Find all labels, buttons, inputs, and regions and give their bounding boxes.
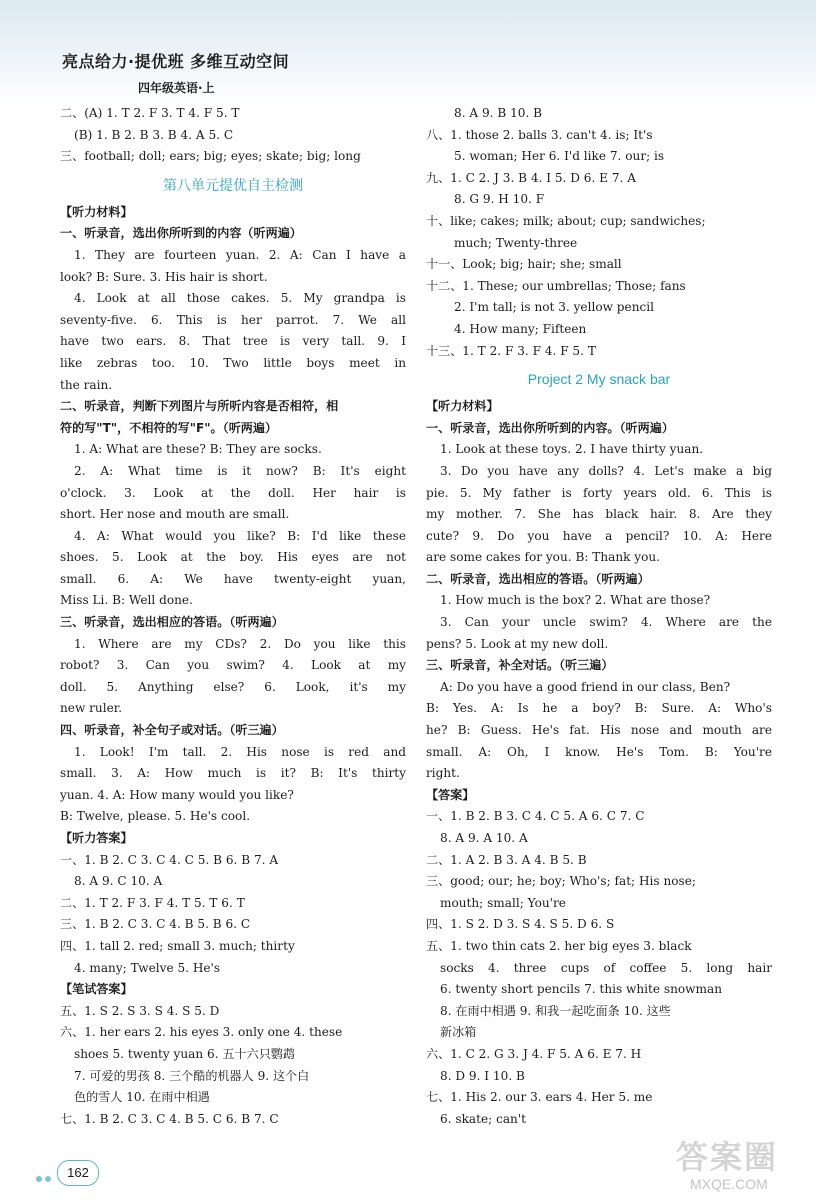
text-line: shoes. 5. Look at the boy. His eyes are not (60, 550, 406, 565)
text-line: 7. 可爱的男孩 8. 三个酷的机器人 9. 这个白 (74, 1068, 310, 1083)
text-line: 四、1. S 2. D 3. S 4. S 5. D 6. S (426, 917, 615, 932)
text-line: mouth; small; You're (440, 895, 566, 910)
watermark-logo (676, 1138, 811, 1196)
page-title: 亮点给力·提优班 多维互动空间 (62, 52, 290, 71)
text-line: 1. Look! I'm tall. 2. His nose is red and (74, 744, 406, 759)
text-line: 3. Do you have any dolls? 4. Let's make a big (440, 463, 772, 478)
text-line: 十、like; cakes; milk; about; cup; sandwiches; (426, 213, 706, 228)
text-line: B: Yes. A: Is he a boy? B: Sure. A: Who's (426, 701, 772, 716)
text-line: 8. G 9. H 10. F (454, 192, 545, 207)
right-column (426, 103, 772, 1130)
text-line: 4. many; Twelve 5. He's (74, 960, 221, 975)
text-line: 8. 在雨中相遇 9. 和我一起吃面条 10. 这些 (440, 1003, 671, 1018)
text-line: 五、1. two thin cats 2. her big eyes 3. black (426, 938, 692, 953)
text-line: doll. 5. Anything else? 6. Look, it's my (60, 679, 406, 694)
text-line: robot? 3. Can you swim? 4. Look at my (60, 658, 406, 673)
text-line: 4. How many; Fifteen (454, 321, 587, 336)
text-line: 三、football; doll; ears; big; eyes; skate; big; long (60, 149, 361, 164)
text-line: Miss Li. B: Well done. (60, 593, 193, 608)
text-line: B: Twelve, please. 5. He's cool. (60, 809, 251, 824)
text-line: pens? 5. Look at my new doll. (426, 636, 609, 651)
text-line: 2. I'm tall; is not 3. yellow pencil (454, 300, 654, 315)
subsection-label: 【听力材料】 (426, 399, 499, 414)
subsection-label: 【答案】 (426, 787, 475, 802)
text-line: like zebras too. 10. Two little boys meet in (60, 355, 406, 370)
watermark-top: 答案圈 (676, 1138, 779, 1176)
text-line: have two ears. 8. That tree is very tall. 9. I (60, 334, 406, 349)
text-line: 8. A 9. A 10. A (440, 831, 528, 845)
text-line: 五、1. S 2. S 3. S 4. S 5. D (60, 1003, 220, 1018)
text-line: 色的雪人 10. 在雨中相遇 (74, 1090, 210, 1105)
text-line: right. (426, 766, 460, 781)
subsection-label: 一、听录音，选出你所听到的内容（听两遍） (60, 226, 302, 241)
text-line: 一、1. B 2. B 3. C 4. C 5. A 6. C 7. C (426, 809, 645, 824)
text-line: new ruler. (60, 701, 123, 716)
text-line: 1. A: What are these? B: They are socks. (74, 442, 322, 457)
text-line: are some cakes for you. B: Thank you. (426, 550, 661, 565)
text-line: 二、1. T 2. F 3. F 4. T 5. T 6. T (60, 895, 245, 910)
text-line: 5. woman; Her 6. I'd like 7. our; is (454, 149, 665, 164)
text-line: 3. Can your uncle swim? 4. Where are the (440, 615, 772, 630)
text-line: 1. How much is the box? 2. What are those? (440, 593, 711, 608)
text-line: 4. A: What would you like? B: I'd like these (74, 528, 406, 543)
text-line: A: Do you have a good friend in our class, Ben? (440, 679, 731, 694)
subsection-label: 三、听录音，补全对话。（听三遍） (426, 658, 614, 673)
text-line: small. A: Oh, I know. He's Tom. B: You're (426, 744, 772, 759)
text-line: my mother. 7. She has black hair. 8. Are they (426, 507, 772, 522)
text-line: yuan. 4. A: How many would you like? (60, 787, 294, 802)
text-line: look? B: Sure. 3. His hair is short. (60, 269, 268, 284)
text-line: 6. twenty short pencils 7. this white snowman (440, 982, 723, 997)
left-column (60, 103, 406, 1130)
text-line: small. 6. A: We have twenty-eight yuan, (60, 571, 406, 586)
subsection-label: 三、听录音，选出相应的答语。（听两遍） (60, 615, 284, 630)
text-line: 九、1. C 2. J 3. B 4. I 5. D 6. E 7. A (426, 170, 636, 185)
text-line: 一、1. B 2. C 3. C 4. C 5. B 6. B 7. A (60, 852, 279, 867)
text-line: shoes 5. twenty yuan 6. 五十六只鹦鹉 (74, 1046, 295, 1061)
text-line: the rain. (60, 377, 113, 392)
text-line: 二、(A) 1. T 2. F 3. T 4. F 5. T (60, 106, 240, 120)
text-line: 新冰箱 (440, 1025, 477, 1040)
subsection-label: 【听力材料】 (60, 204, 133, 219)
text-line: 七、1. B 2. C 3. C 4. B 5. C 6. B 7. C (60, 1111, 279, 1126)
subsection-label: 【听力答案】 (60, 831, 133, 845)
text-line: 七、1. His 2. our 3. ears 4. Her 5. me (426, 1090, 653, 1105)
text-line: 三、1. B 2. C 3. C 4. B 5. B 6. C (60, 917, 251, 932)
text-line: 1. They are fourteen yuan. 2. A: Can I have a (74, 247, 406, 262)
text-line: 1. Look at these toys. 2. I have thirty yuan. (440, 442, 704, 457)
page-number: 162 (57, 1160, 99, 1186)
text-line: seventy-five. 6. This is her parrot. 7. We all (60, 312, 406, 327)
text-line: 六、1. C 2. G 3. J 4. F 5. A 6. E 7. H (426, 1046, 642, 1061)
section-heading: Project 2 My snack bar (527, 371, 671, 388)
text-line: small. 3. A: How much is it? B: It's thirty (60, 766, 406, 781)
text-line: 三、good; our; he; boy; Who's; fat; His nose; (426, 874, 696, 889)
decorative-dots-icon (36, 1167, 58, 1177)
text-line: 6. skate; can't (440, 1111, 527, 1126)
text-line: much; Twenty-three (454, 235, 578, 250)
text-line: 四、1. tall 2. red; small 3. much; thirty (60, 938, 295, 953)
subsection-label: 二、听录音，选出相应的答语。（听两遍） (426, 571, 650, 586)
text-line: cute? 9. Do you have a pencil? 10. A: Here (426, 528, 772, 543)
page-subtitle: 四年级英语·上 (138, 81, 215, 95)
text-line: 8. D 9. I 10. B (440, 1068, 525, 1083)
text-line: 十一、Look; big; hair; she; small (426, 257, 622, 272)
text-line: 4. Look at all those cakes. 5. My grandpa is (74, 291, 406, 306)
text-line: 八、1. those 2. balls 3. can't 4. is; It's (426, 127, 653, 142)
text-line: he? B: Guess. He's fat. His nose and mouth are (426, 723, 772, 738)
text-line: 2. A: What time is it now? B: It's eight (74, 463, 406, 478)
watermark-bottom: MXQE.COM (690, 1176, 768, 1192)
text-line: 1. Where are my CDs? 2. Do you like this (74, 636, 406, 651)
text-line: pie. 5. My father is forty years old. 6. This is (426, 485, 772, 500)
subsection-label: 符的写"T"，不相符的写"F"。（听两遍） (60, 420, 278, 435)
text-line: 十三、1. T 2. F 3. F 4. F 5. T (426, 343, 596, 358)
section-heading: 第八单元提优自主检测 (163, 176, 303, 193)
subsection-label: 【笔试答案】 (60, 982, 133, 997)
text-line: short. Her nose and mouth are small. (60, 507, 290, 522)
subsection-label: 四、听录音，补全句子或对话。（听三遍） (60, 723, 284, 738)
text-line: o'clock. 3. Look at the doll. Her hair is (60, 485, 406, 500)
subsection-label: 一、听录音，选出你所听到的内容。（听两遍） (426, 420, 674, 435)
text-line: 十二、1. These; our umbrellas; Those; fans (426, 278, 686, 293)
text-line: 六、1. her ears 2. his eyes 3. only one 4. these (60, 1025, 343, 1040)
text-line: (B) 1. B 2. B 3. B 4. A 5. C (74, 127, 234, 142)
text-line: 二、1. A 2. B 3. A 4. B 5. B (426, 852, 587, 867)
subsection-label: 二、听录音，判断下列图片与所听内容是否相符，相 (60, 399, 339, 414)
text-line: 8. A 9. B 10. B (454, 106, 543, 120)
text-line: 8. A 9. C 10. A (74, 874, 163, 889)
text-line: socks 4. three cups of coffee 5. long hair (440, 960, 772, 975)
